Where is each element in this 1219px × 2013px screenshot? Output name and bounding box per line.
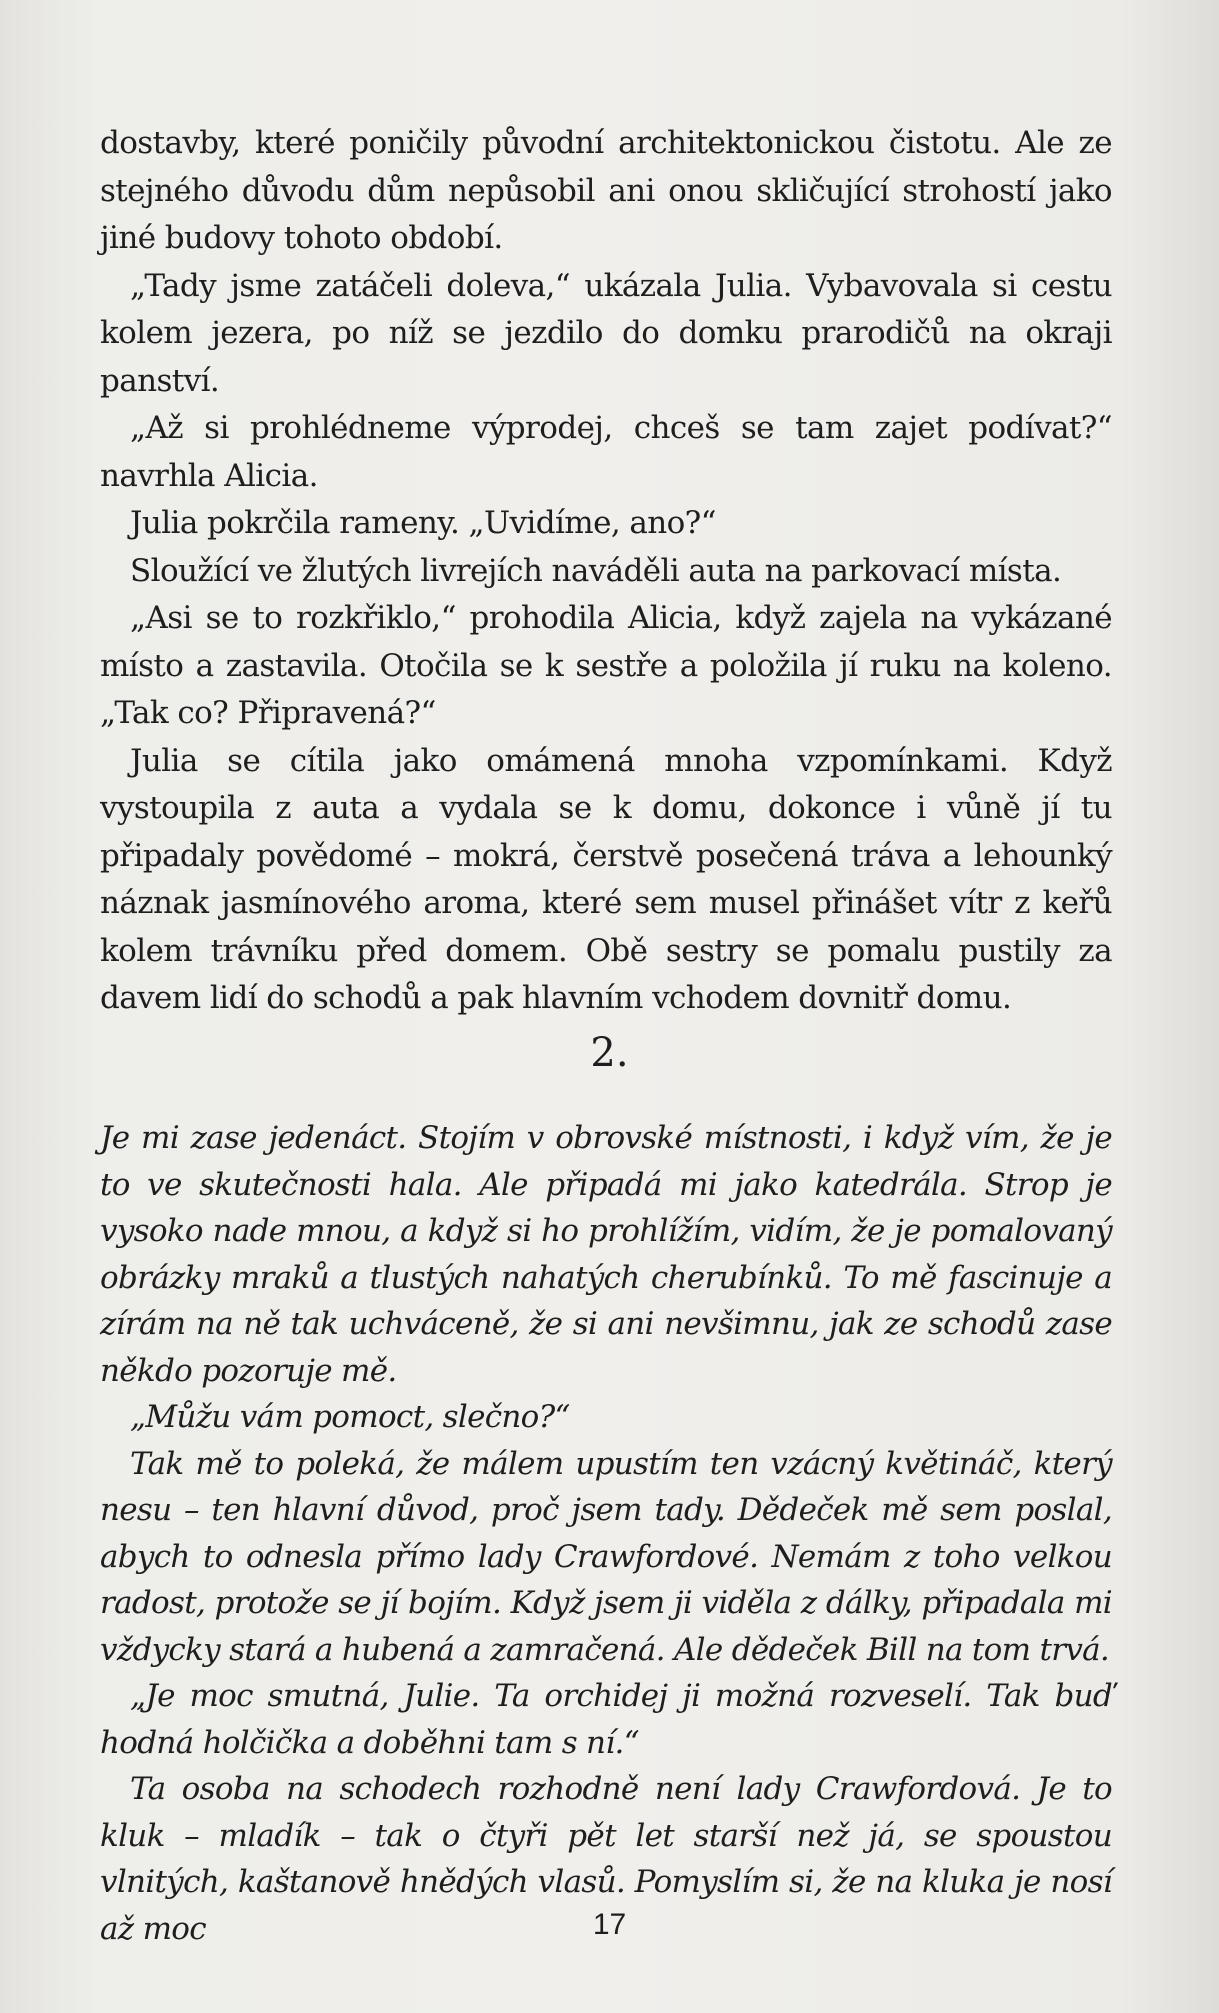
paragraph: „Asi se to rozkřiklo,“ prohodila Alicia, když zajela na vykázané místo a zastavila. Otočila se k sestře a položila jí ruku na koleno. „Tak co? Připravená?“ — [100, 600, 1112, 731]
page-number: 17 — [592, 1908, 627, 1941]
paragraph: „Můžu vám pomoct, slečno?“ — [130, 1399, 570, 1435]
paragraph: Tak mě to poleká, že málem upustím ten vzácný květináč, který nesu – ten hlavní důvod, proč jsem tady. Dědeček mě sem poslal, abych to odnesla přímo lady Crawfordové. Nemám z toho velkou radost, protože se jí bojím. Když jsem ji viděla z dálky, připadala mi vždycky stará a hubená a zamračená. Ale dědeček Bill na tom trvá. — [100, 1445, 1112, 1668]
paragraph: „Tady jsme zatáčeli doleva,“ ukázala Julia. Vybavovala si cestu kolem jezera, po níž se jezdilo do domku prarodičů na okraji panství. — [100, 267, 1112, 399]
chapter-heading: 2. — [590, 1030, 629, 1076]
paragraph: dostavby, které poničily původní architektonickou čistotu. Ale ze stejného důvodu dům nepůsobil ani onou skličující strohostí jako jiné budovy tohoto období. — [100, 125, 1112, 256]
italic-flashback-text — [100, 1115, 1112, 1952]
paragraph: Ta osoba na schodech rozhodně není lady Crawfordová. Je to kluk – mladík – tak o čtyři pět let starší než já, se spoustou vlnitých, kaštanově hnědých vlasů. Pomyslím si, že na kluka je nosí až moc — [100, 1771, 1112, 1947]
paragraph: „Až si prohlédneme výprodej, chceš se tam zajet podívat?“ navrhla Alicia. — [100, 410, 1112, 494]
paragraph: „Je moc smutná, Julie. Ta orchidej ji možná rozveselí. Tak buď hodná holčička a doběhni tam s ní.“ — [100, 1678, 1112, 1761]
narrative-text — [100, 120, 1112, 1023]
paragraph: Julia pokrčila rameny. „Uvidíme, ano?“ — [130, 505, 716, 541]
paragraph: Julia se cítila jako omámená mnoha vzpomínkami. Když vystoupila z auta a vydala se k domu, dokonce i vůně jí tu připadaly povědomé – mokrá, čerstvě posečená tráva a lehounký náznak jasmínového aroma, které sem musel přinášet vítr z keřů kolem trávníku před domem. Obě sestry se pomalu pustily za davem lidí do schodů a pak hlavním vchodem dovnitř domu. — [100, 742, 1112, 1016]
paragraph: Sloužící ve žlutých livrejích naváděli auta na parkovací místa. — [130, 552, 1062, 589]
paragraph: Je mi zase jedenáct. Stojím v obrovské místnosti, i když vím, že je to ve skutečnosti hala. Ale připadá mi jako katedrála. Strop je vysoko nade mnou, a když si ho prohlížím, vidím, že je pomalovaný obrázky mraků a tlustých nahatých cherubínků. To mě fascinuje a zírám na ně tak uchváceně, že si ani nevšimnu, jak ze schodů zase někdo pozoruje mě. — [100, 1120, 1112, 1389]
